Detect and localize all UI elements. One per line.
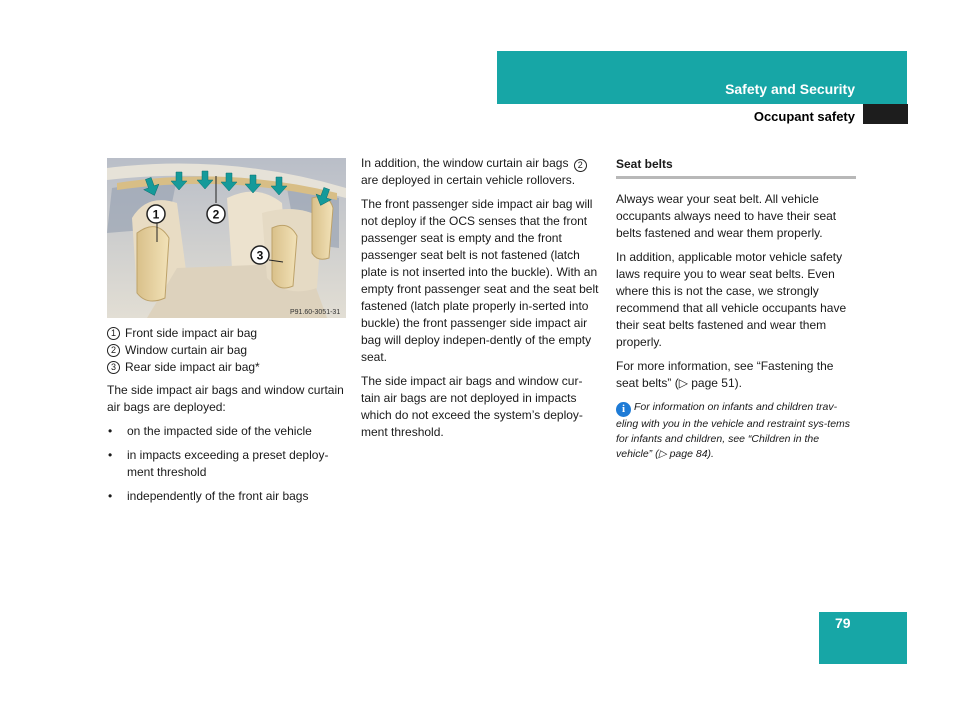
info-note bbox=[616, 399, 856, 462]
seat-belts-paragraph-1: Always wear your seat belt. All vehicle occupants always need to have their seat belts fastened and wear them properly. bbox=[616, 192, 837, 240]
deploy-intro: The side impact air bags and window curtain air bags are deployed: bbox=[107, 383, 344, 414]
figure-code: P91.60-3051-31 bbox=[290, 309, 341, 316]
column-3 bbox=[616, 156, 856, 462]
info-icon: i bbox=[616, 402, 631, 417]
rollover-text-a: In addition, the window curtain air bags bbox=[361, 156, 569, 170]
column-2 bbox=[361, 155, 601, 448]
subsection-title: Occupant safety bbox=[753, 109, 855, 124]
list-item: • in impacts exceeding a preset deploy-ment threshold bbox=[107, 447, 345, 481]
figure-marker-3-label: 3 bbox=[256, 248, 264, 263]
legend-item bbox=[107, 359, 345, 376]
column-1 bbox=[107, 325, 345, 512]
seat-belts-paragraph-2: In addition, applicable motor vehicle safety laws require you to wear seat belts. Even where this is not the case, we strongly recommend that all vehicle occupants have their seat belts fastened and wear them properly. bbox=[616, 250, 847, 349]
inline-marker-2: 2 bbox=[574, 159, 587, 172]
threshold-paragraph: The side impact air bags and window cur-tain air bags are not deployed in impacts which do not exceed the system’s deploy-ment threshold. bbox=[361, 374, 583, 439]
legend-item bbox=[107, 342, 345, 359]
legend-number: 1 bbox=[107, 327, 120, 340]
section-title: Safety and Security bbox=[725, 81, 855, 97]
figure-marker-3 bbox=[251, 246, 269, 264]
section-tab-marker bbox=[863, 104, 908, 124]
airbag-illustration bbox=[107, 158, 346, 318]
ocs-paragraph: The front passenger side impact air bag will not deploy if the OCS senses that the front passenger seat is empty and the front passenger seat belt is not fastened (latch plate is not inserted into the buckle). With an empty front passenger seat and the seat belt fastened (latch plate properly in-serted into buckle) the front passenger side impact air bag will deploy indepen-dently of the empty seat. bbox=[361, 197, 599, 364]
rollover-text-b: are deployed in certain vehicle rollovers. bbox=[361, 173, 576, 187]
seat-belts-paragraph-3: For more information, see “Fastening the seat belts” (▷ page 51). bbox=[616, 359, 834, 390]
legend-text: Front side impact air bag bbox=[125, 326, 258, 340]
info-text: For information on infants and children trav-eling with you in the vehicle and restraint sys-tems for infants and children, see “Children in the vehicle” (▷ page 84). bbox=[616, 401, 851, 460]
list-item: • independently of the front air bags bbox=[107, 488, 345, 505]
legend-number: 2 bbox=[107, 344, 120, 357]
seat-belts-heading: Seat belts bbox=[616, 156, 856, 179]
legend-text: Window curtain air bag bbox=[125, 343, 248, 357]
figure-marker-1 bbox=[147, 205, 165, 223]
figure-marker-1-label: 1 bbox=[152, 207, 160, 222]
legend-item bbox=[107, 325, 345, 342]
figure-marker-2-label: 2 bbox=[212, 207, 220, 222]
page-number-box bbox=[819, 612, 907, 664]
page-number: 79 bbox=[835, 615, 851, 631]
figure-marker-2 bbox=[207, 205, 225, 223]
legend-number: 3 bbox=[107, 361, 120, 374]
rollover-paragraph bbox=[361, 155, 601, 189]
legend-text: Rear side impact air bag* bbox=[125, 360, 260, 374]
list-item: • on the impacted side of the vehicle bbox=[107, 423, 345, 440]
deploy-conditions-list bbox=[107, 423, 345, 505]
